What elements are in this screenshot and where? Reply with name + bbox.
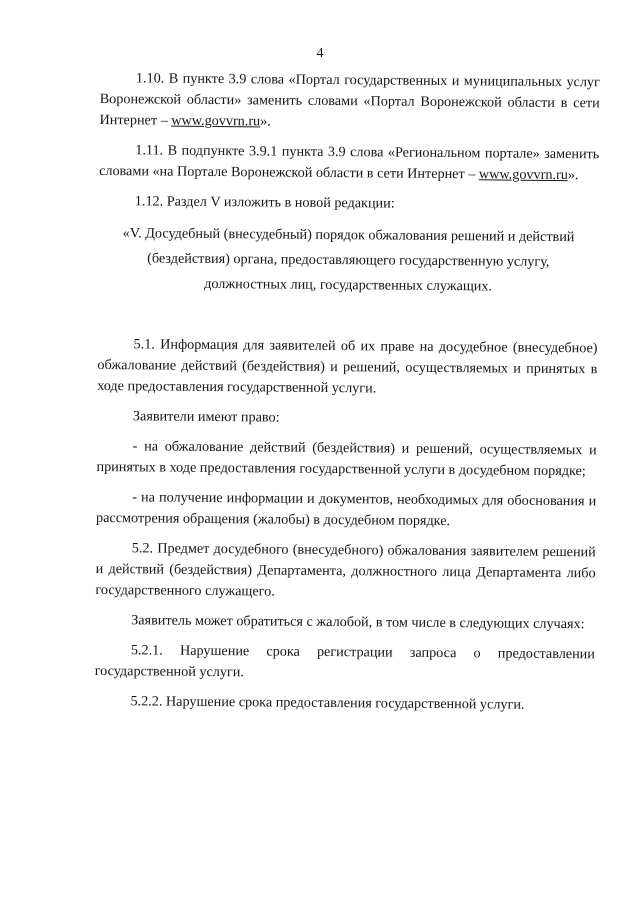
heading-line: должностных лиц, государственных служащих. <box>204 275 493 295</box>
right-item-2: - на получение информации и документов, необходимых для обоснования и рассмотрения обращения (жалобы) в досудебном порядке. <box>96 489 597 530</box>
paragraph-5-2-2: 5.2.2. Нарушение срока предоставления государственной услуги. <box>130 693 525 713</box>
page-number: 4 <box>316 46 324 61</box>
govvrn-link-2[interactable]: www.govvrn.ru <box>478 166 568 184</box>
section-v-heading <box>98 221 599 300</box>
paragraph-5-2-1: 5.2.1. Нарушение срока регистрации запроса о предоставлении государственной услуги. <box>94 642 595 681</box>
paragraph-1-11: 1.11. В подпункте 3.9.1 пункта 3.9 слова «Региональном портале» заменить словами «на Портале Воронежской области в сети Интернет – www.govvrn.ru». <box>99 142 600 184</box>
paragraph-5-2: 5.2. Предмет досудебного (внесудебного) обжалования заявителем решений и действий (бездействия) Департамента, должностного лица Департамента либо государственного служащего. <box>95 540 596 600</box>
paragraph-1-12: 1.12. Раздел V изложить в новой редакции: <box>134 193 395 212</box>
govvrn-link-1[interactable]: www.govvrn.ru <box>171 112 261 130</box>
paragraph-1-10: 1.10. В пункте 3.9 слова «Портал государственных и муниципальных услуг Воронежской области» заменить словами «Портал Воронежской области в сети Интернет – www.govvrn.ru». <box>99 70 600 130</box>
complaint-intro: Заявитель может обратиться с жалобой, в том числе в следующих случаях: <box>131 612 585 633</box>
document-body <box>94 68 600 725</box>
right-item-1: - на обжалование действий (бездействия) и решений, осуществляемых и принятых в ходе предоставления государственной услуги в досудебном порядке; <box>96 438 597 480</box>
paragraph-5-1: 5.1. Информация для заявителей об их праве на досудебное (внесудебное) обжалование действий (бездействия) и решений, осуществляемых и принятых в ходе предоставления государственной услуги. <box>97 336 598 397</box>
rights-intro: Заявители имеют право: <box>132 408 280 426</box>
heading-line: «V. Досудебный (внесудебный) порядок обжалования решений и действий <box>122 225 575 246</box>
heading-line: (бездействия) органа, предоставляющего государственную услугу, <box>147 250 550 270</box>
